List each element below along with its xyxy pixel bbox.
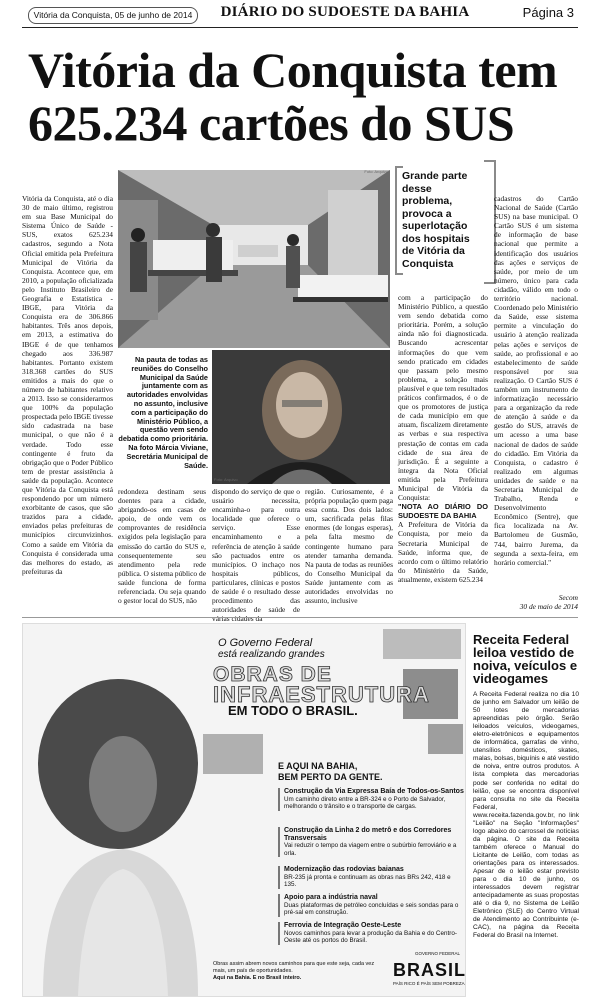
gov-label: GOVERNO FEDERAL xyxy=(415,951,461,956)
ad-item-title: Construção da Via Expressa Baía de Todos-os-Santos xyxy=(284,788,464,795)
ad-footer-line-1: Obras assim abrem novos caminhos para que este seja, cada vez mais, um país de oportunidades. xyxy=(213,961,375,974)
ad-item xyxy=(278,788,464,811)
article-text: com a participação do Ministério Público, a questão vem sendo debatida como prioritária. Porém, a solução ainda não foi diagnosticada. Buscando acrescentar informações do que vem sendo praticado em cidades que passam pelo mesmo problema, a solução mais plausível e que tem resultados práticos confirmados, é o de que os promotores de justiça de cada município em que atuam, fiscalizem diretamente as verbas e sua respectiva prestação de contas em cada cidade de sua área de jurisdição. É a seguinte a íntegra da Nota Oficial emitida pela Prefeitura Municipal de Vitória da Conquista: xyxy=(398,293,488,503)
ad-item-title: Modernização das rodovias baianas xyxy=(284,866,404,873)
article-column-2 xyxy=(118,487,206,612)
ad-item xyxy=(278,922,464,945)
note-heading: "NOTA AO DIÁRIO DO SUDOESTE DA BAHIA xyxy=(398,502,488,521)
ad-item-text: Um caminho direto entre a BR-324 e o Porto de Salvador, melhorando o trânsito e o transporte de cargas. xyxy=(284,795,446,810)
article-text: dispondo do serviço de que o usuário necessita, encaminha-o para outra localidade que oferece o serviço. Esse encaminhamento e a referência de atenção à saúde são pactuados entre os municípios. O inchaço nos hospitais públicos, particulares, clínicas e postos de saúde é o resultado desse procedimento das autoridades de saúde de várias cidades da xyxy=(212,487,300,624)
ad-item xyxy=(278,827,464,857)
brasil-logo: BRASIL xyxy=(393,960,466,980)
issue-date: Vitória da Conquista, 05 de junho de 2014 xyxy=(28,7,198,24)
sidebar-text: A Receita Federal realiza no dia 10 de junho em Salvador um leilão de 50 lotes de mercadorias apreendidas pelo órgão. Serão leiloados veículos, videogames, eletro-eletrônicos e equipamentos de informática, garrafas de vinho, utensílios domésticos, skates, malas, bolsas, biquínis e até vestido de noiva, entre outros produtos. A lista completa das mercadorias pode ser conferida no edital do leilão, que se encontra disponível para consulta no site da Receita Federal, www.receita.fazenda.gov.br, no link "Leilão" na Seção "Informações" logo abaixo do carrossel de notícias da página. O site da Receita também oferece o Manual do Licitante de Leilão, com todas as orientações para os interessados. Apesar de o leilão estar previsto para o dia 10 de junho, os interessados devem registrar antecipadamente as suas propostas até o dia 9, no Sistema de Leilão Eletrônico (SLE) do Centro Virtual de Atendimento ao Contribuinte (e-CAC), na página da Receita Federal do Brasil na Internet. xyxy=(473,691,579,940)
section-divider xyxy=(22,617,578,618)
ad-item-title: Ferrovia de Integração Oeste-Leste xyxy=(284,922,402,929)
ad-item-text: Novos caminhos para levar a produção da Bahia e do Centro-Oeste até os portos do Brasil. xyxy=(284,929,457,944)
photo-credit: Foto: Arquivo xyxy=(214,477,238,482)
hospital-corridor-photo xyxy=(118,170,390,348)
ad-item xyxy=(278,866,464,889)
article-text: A Prefeitura de Vitória da Conquista, por meio da Secretaria Municipal de Saúde, informa que, de acordo com o último relatório do Ministério da Saúde, atualmente, existem 625.234 xyxy=(398,520,488,584)
ad-bahia-line-1: E AQUI NA BAHIA, xyxy=(278,761,358,771)
ad-item-text: BR-235 já pronta e continuam as obras nas BRs 242, 418 e 135. xyxy=(284,873,451,888)
government-advertisement xyxy=(22,623,466,997)
article-text: região. Curiosamente, é a própria população quem paga essa conta. Dos dois lados: um, sacrificada pelas filas enormes (de longas esperas), pela falta mesmo de contingente humano para atender tamanha demanda. Na pauta de todas as reuniões do Conselho Municipal da Saúde juntamente com as autoridades envolvidas no assunto, inclusive xyxy=(305,487,393,606)
photo-caption: Na pauta de todas as reuniões do Conselho Municipal da Saúde juntamente com as autoridades envolvidas no assunto, inclusive com a participação do Ministério Público, a questão vem sendo debatida como prioritária. Na foto Márcia Viviane, Secretária Municipal de Saúde. xyxy=(118,355,208,470)
ad-title-1: OBRAS DE xyxy=(213,663,332,686)
signature-author: Secom xyxy=(558,593,578,602)
article-column-3 xyxy=(212,487,300,624)
page-number: Página 3 xyxy=(522,5,574,20)
ad-tagline: O Governo Federal xyxy=(218,637,313,649)
article-text: redondeza destinam seus doentes para a cidade, abrigando-os em casas de apoio, de onde vem os comprovantes de residência exigidos pela legislação para emissão do cartão do SUS e, consequentemente seu atendimento pela rede pública. O sistema público de saúde funciona de forma referenciada. Ou seja quando o gestor local do SUS, não xyxy=(118,487,206,606)
article-column-4 xyxy=(305,487,393,612)
article-text: Vitória da Conquista, até o dia 30 de maio último, registrou em sua Base Municipal do Sistema Único de Saúde - SUS, exatos 625.234 cadastros, segundo a Nota Oficial emitida pela Prefeitura Municipal de Vitória da Conquista. Acontece que, em 2010, a população oficializada pelo Instituto Brasileiro de Geografia e Estatística - IBGE, para Vitória da Conquista era de 306.866 habitantes. Três anos depois, em 2013, a estimativa do IBGE é de que tenhamos chegado aos 336.987 habitantes. Portanto existem 318.368 cartões do SUS emitidos a mais do que o número de habitantes relativo a 2013. Isso se considerarmos que 100% da população prospectada pelo IBGE tivesse sido cadastrada na base municipal, o que não é a verdade. Todo esse contingente é fruto da obrigação que o Poder Público tem de prestar assistência à saúde da população. Acontece que Vitória da Conquista está respondendo por um número exorbitante de casos, que são trazidos para a cidade, enviados pelas prefeituras de municípios circunvizinhos. Como a saúde em Vitória da Conquista é considerada uma das melhores do estado, as prefeituras da xyxy=(22,194,113,576)
photo-credit: Foto: Arquivo xyxy=(364,169,388,174)
ad-tagline-2: está realizando grandes xyxy=(218,649,325,660)
ad-bahia-text xyxy=(278,761,383,783)
article-column-1 xyxy=(22,194,113,612)
ad-bahia-line-2: BEM PERTO DA GENTE. xyxy=(278,772,383,782)
article-text: cadastros do Cartão Nacional de Saúde (Cartão SUS) na base municipal. O Cartão SUS é um sistema de informação de base nacional que permite a identificação dos usuários das ações e serviços de saúde, por meio de um número, único para cada cidadão, válido em todo o território nacional. Coordenado pelo Ministério da Saúde, esse sistema permite a vinculação do usuário à atenção realizada pelas ações e serviços de saúde, ao profissional e ao estabelecimento de saúde responsável por sua realização. O Cartão SUS é também um instrumento de informatização necessário para a organização da rede de atenção à saúde e da gestão do SUS, através de um acesso a uma base nacional de dados de saúde do cidadão. Em Vitória da Conquista, o cadastro é realizado em algumas unidades de saúde e na Secretaria Municipal de Trabalho, Renda e Desenvolvimento Econômico (Sentre), que fica localizada na Av. Bartolomeu de Gusmão, 744, bairro Jurema, da segunda a sexta-feira, em horário comercial." xyxy=(494,194,578,567)
article-column-6 xyxy=(494,194,578,612)
page-header xyxy=(22,5,578,28)
sidebar-headline: Receita Federal leiloa vestido de noiva, veículos e videogames xyxy=(473,632,578,686)
ad-item xyxy=(278,894,464,917)
signature xyxy=(494,593,578,611)
masthead: DIÁRIO DO SUDOESTE DA BAHIA xyxy=(220,4,470,20)
sidebar-article xyxy=(473,633,579,991)
ad-item-title: Construção da Linha 2 do metrô e dos Corredores Transversais xyxy=(284,827,452,842)
ad-item-text: Duas plataformas de petróleo concluídas e seis sondas para o pré-sal em construção. xyxy=(284,901,459,916)
ad-title-3: EM TODO O BRASIL. xyxy=(228,703,358,718)
ad-footer xyxy=(213,961,383,982)
pull-quote: Grande parte desse problema, provoca a superlotação dos hospitais de Vitória da Conquista xyxy=(402,170,470,270)
signature-date: 30 de maio de 2014 xyxy=(519,602,578,611)
portrait-photo xyxy=(212,350,390,484)
brasil-slogan: PAÍS RICO É PAÍS SEM POBREZA xyxy=(393,981,465,986)
article-column-5 xyxy=(398,293,488,613)
ad-footer-line-2: Aqui na Bahia. E no Brasil inteiro. xyxy=(213,975,302,981)
article-headline: Vitória da Conquista tem 625.234 cartões do SUS xyxy=(28,42,558,151)
ad-item-text: Vai reduzir o tempo da viagem entre o subúrbio ferroviário e a orla. xyxy=(284,842,457,857)
ad-title-2: INFRAESTRUTURA xyxy=(213,682,430,707)
ad-item-title: Apoio para a indústria naval xyxy=(284,894,378,901)
